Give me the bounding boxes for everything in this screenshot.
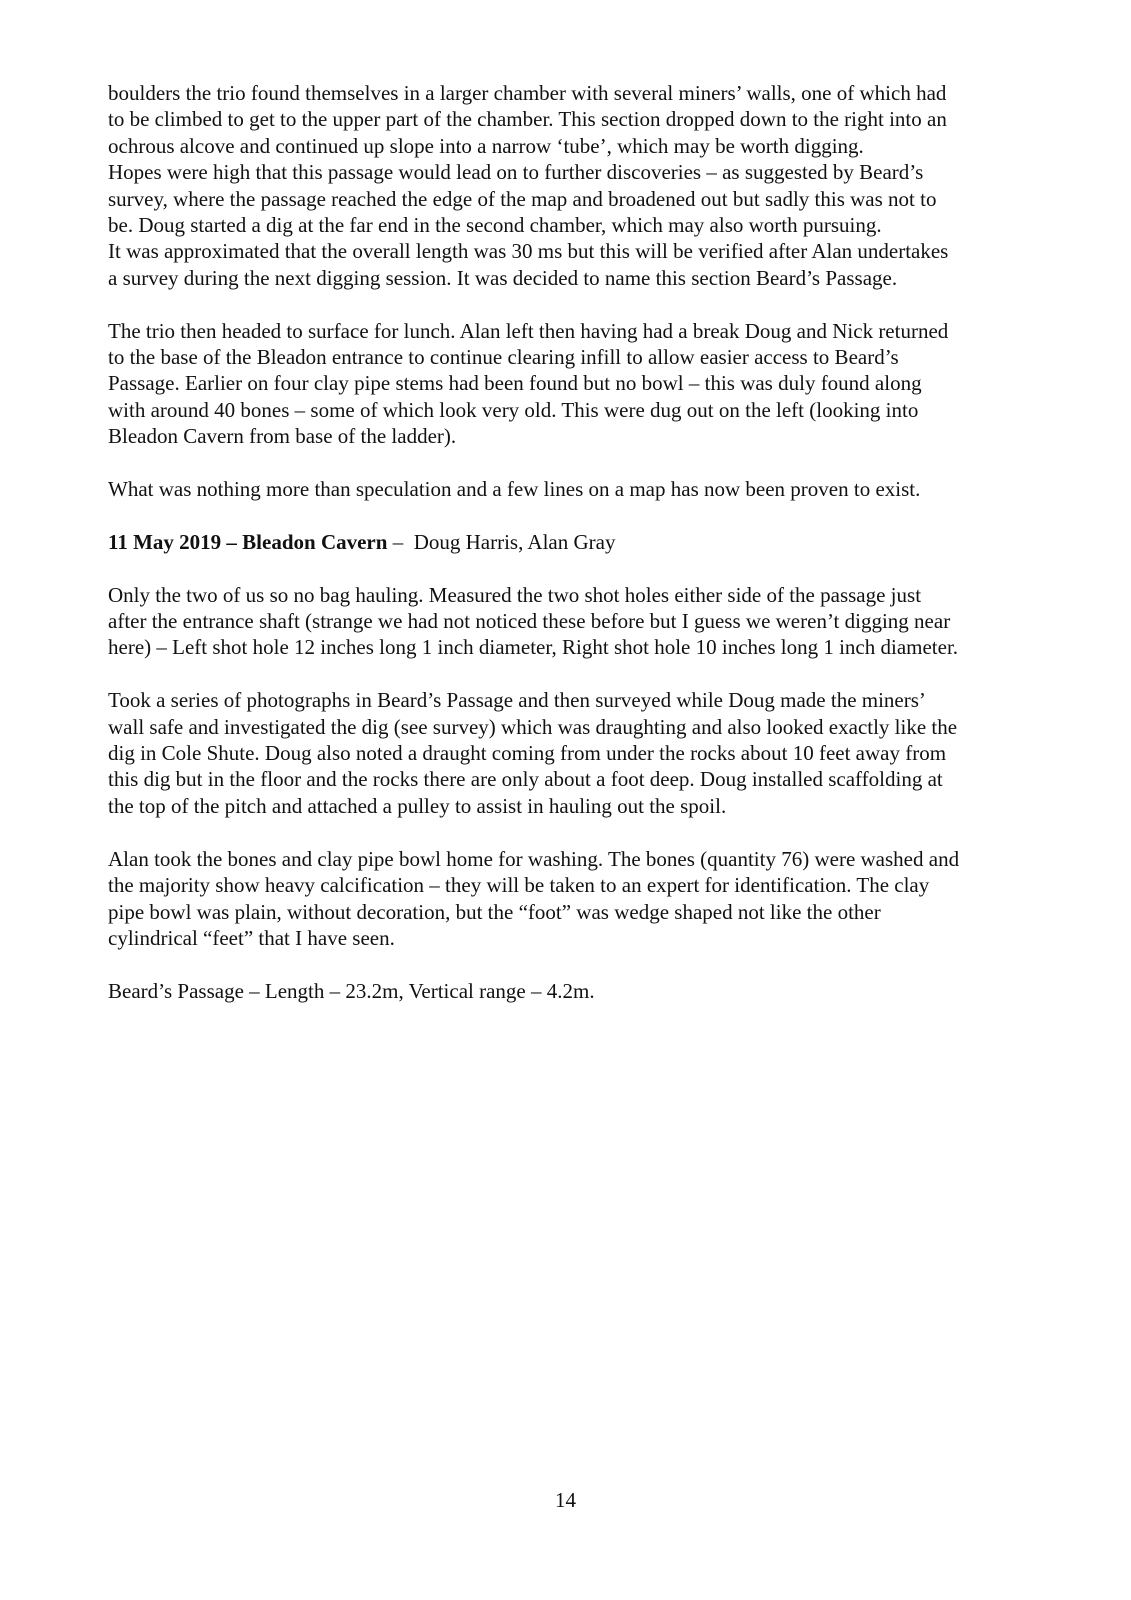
text-line: survey, where the passage reached the edge of the map and broadened out but sadly this was not to <box>108 186 937 211</box>
text-line: dig in Cole Shute. Doug also noted a draught coming from under the rocks about 10 feet away from <box>108 741 947 766</box>
text-line: the majority show heavy calcification – they will be taken to an expert for identification. The clay <box>108 873 930 898</box>
entry-heading <box>108 529 1048 555</box>
bones-paragraph <box>108 846 1048 952</box>
text-line: this dig but in the floor and the rocks there are only about a foot deep. Doug installed scaffolding at <box>108 767 943 792</box>
entry-dash: – <box>387 529 414 554</box>
text-line: to the base of the Bleadon entrance to continue clearing infill to allow easier access to Beard’s <box>108 345 899 370</box>
text-line: Only the two of us so no bag hauling. Measured the two shot holes either side of the passage just <box>108 582 922 607</box>
text-line: after the entrance shaft (strange we had not noticed these before but I guess we weren’t digging near <box>108 609 951 634</box>
photographs-paragraph <box>108 687 1048 819</box>
text-line: Took a series of photographs in Beard’s Passage and then surveyed while Doug made the miners’ <box>108 688 926 713</box>
text-line: The trio then headed to surface for lunch. Alan left then having had a break Doug and Nick returned <box>108 318 949 343</box>
entry-date: 11 May 2019 <box>108 529 222 554</box>
text-line: to be climbed to get to the upper part of the chamber. This section dropped down to the right into an <box>108 107 947 132</box>
text-line: with around 40 bones – some of which look very old. This were dug out on the left (looking into <box>108 397 919 422</box>
document-page <box>108 80 1048 1031</box>
intro-paragraph <box>108 80 1048 291</box>
page-number: 14 <box>555 1488 576 1512</box>
text-line: Alan took the bones and clay pipe bowl home for washing. The bones (quantity 76) were washed and <box>108 846 960 871</box>
text-line: pipe bowl was plain, without decoration, but the “foot” was wedge shaped not like the other <box>108 899 881 924</box>
text-line: It was approximated that the overall length was 30 ms but this will be verified after Alan undertakes <box>108 239 949 264</box>
text-line: Passage. Earlier on four clay pipe stems had been found but no bowl – this was duly found along <box>108 371 922 396</box>
text-line: the top of the pitch and attached a pulley to assist in hauling out the spoil. <box>108 793 727 818</box>
text-line: here) – Left shot hole 12 inches long 1 inch diameter, Right shot hole 10 inches long 1 inch diameter. <box>108 635 959 660</box>
speculation-paragraph <box>108 476 1048 502</box>
text-line: a survey during the next digging session. It was decided to name this section Beard’s Passage. <box>108 265 898 290</box>
entry-heading-line <box>108 529 1048 555</box>
entry-place: Bleadon Cavern <box>242 529 388 554</box>
lunch-paragraph <box>108 318 1048 450</box>
text-line: Beard’s Passage – Length – 23.2m, Vertical range – 4.2m. <box>108 978 595 1003</box>
text-line: Bleadon Cavern from base of the ladder). <box>108 424 457 449</box>
shot-holes-paragraph <box>108 582 1048 661</box>
text-line: be. Doug started a dig at the far end in the second chamber, which may also worth pursuing. <box>108 213 882 238</box>
text-line: What was nothing more than speculation and a few lines on a map has now been proven to exist. <box>108 477 921 502</box>
entry-people: Doug Harris, Alan Gray <box>413 529 616 554</box>
text-line: boulders the trio found themselves in a larger chamber with several miners’ walls, one of which had <box>108 81 947 105</box>
text-line: cylindrical “feet” that I have seen. <box>108 925 395 950</box>
text-line: wall safe and investigated the dig (see survey) which was draughting and also looked exactly like the <box>108 714 958 739</box>
summary-paragraph <box>108 978 1048 1004</box>
text-line: ochrous alcove and continued up slope into a narrow ‘tube’, which may be worth digging. <box>108 133 864 158</box>
text-line: Hopes were high that this passage would lead on to further discoveries – as suggested by Beard’s <box>108 160 924 185</box>
entry-separator: – <box>221 529 243 554</box>
